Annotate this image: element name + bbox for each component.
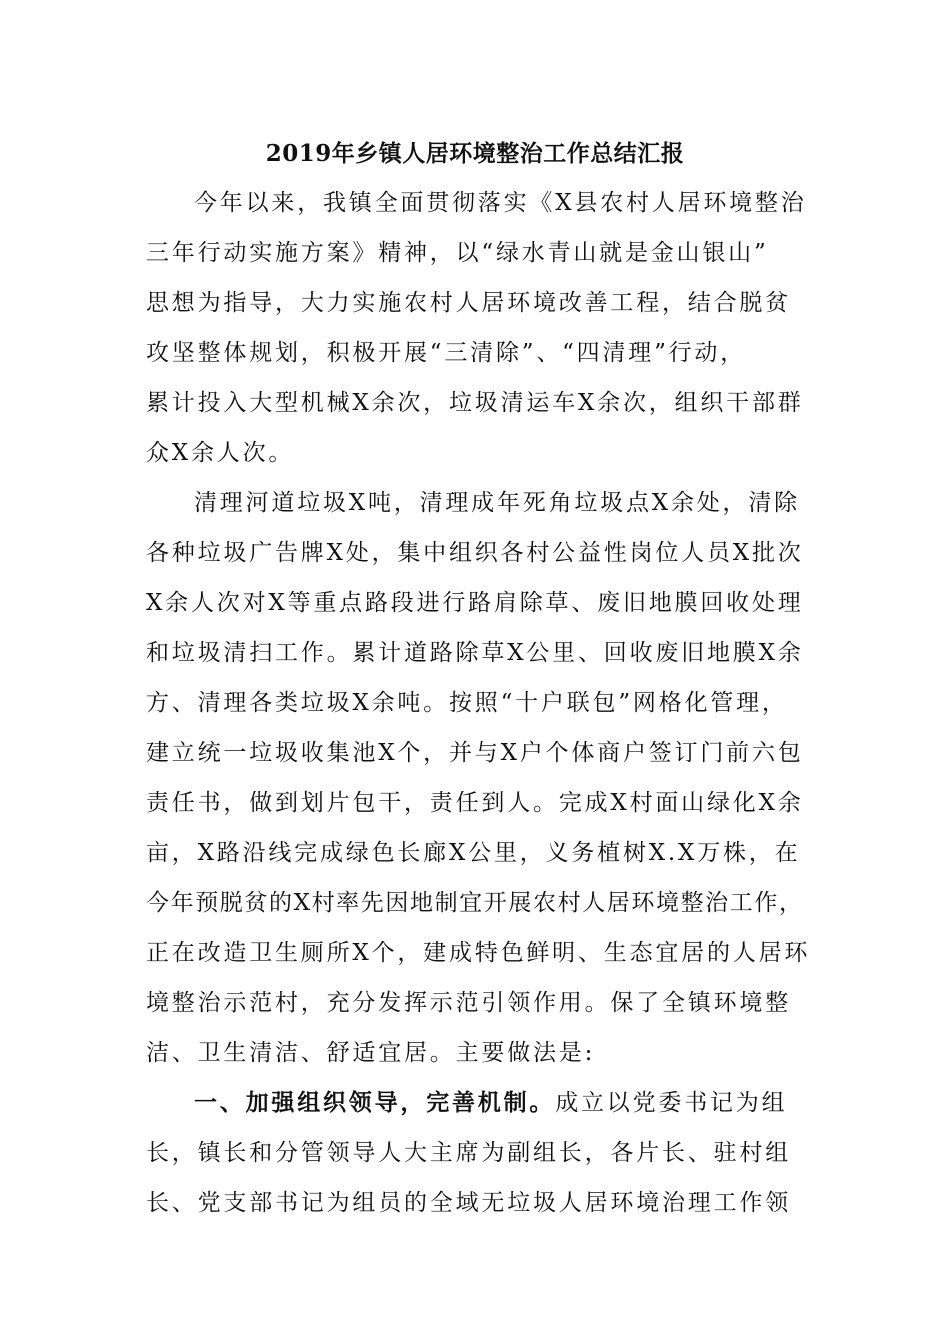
paragraph-2-line: 各种垃圾广告牌X处，集中组织各村公益性岗位人员X批次: [146, 540, 804, 566]
paragraph-2-line: 清理河道垃圾X吨，清理成年死角垃圾点X余处，清除: [194, 490, 800, 516]
section-1-first-line: [146, 1078, 826, 1128]
paragraph-2-line: 建立统一垃圾收集池X个，并与X户个体商户签订门前六包: [146, 740, 804, 766]
paragraph-2-line: 正在改造卫生厕所X个，建成特色鲜明、生态宜居的人居环: [146, 940, 811, 966]
paragraph-1-line: 众X余人次。: [146, 440, 295, 466]
paragraph-1-line: 思想为指导，大力实施农村人居环境改善工程，结合脱贫: [146, 290, 791, 316]
paragraph-1-line: 三年行动实施方案》精神，以“绿水青山就是金山银山”: [146, 240, 769, 266]
paragraph-2-line: 亩，X路沿线完成绿色长廊X公里，义务植树X.X万株，在: [146, 840, 801, 866]
paragraph-2-line: 方、清理各类垃圾X余吨。按照“十户联包”网格化管理，: [146, 690, 788, 716]
section-1-lead-text: 成立以党委书记为组: [555, 1090, 788, 1116]
paragraph-1-line: 攻坚整体规划，积极开展“三清除”、“四清理”行动，: [146, 340, 747, 366]
section-1-line: 长，镇长和分管领导人大主席为副组长，各片长、驻村组: [146, 1140, 791, 1166]
paragraph-2-line: 和垃圾清扫工作。累计道路除草X公里、回收废旧地膜X余: [146, 640, 804, 666]
paragraph-2-line: X余人次对X等重点路段进行路肩除草、废旧地膜回收处理: [146, 590, 804, 616]
paragraph-2-line: 今年预脱贫的X村率先因地制宜开展农村人居环境整治工作，: [146, 890, 804, 916]
section-1-heading: 一、加强组织领导，完善机制。: [194, 1089, 556, 1116]
section-1-line: 长、党支部书记为组员的全域无垃圾人居环境治理工作领: [146, 1190, 791, 1216]
document-body: [146, 178, 826, 1228]
paragraph-2-line: 洁、卫生清洁、舒适宜居。主要做法是:: [146, 1040, 596, 1066]
paragraph-1-line: 今年以来，我镇全面贯彻落实《X县农村人居环境整治: [194, 190, 807, 216]
paragraph-2-line: 境整治示范村，充分发挥示范引领作用。保了全镇环境整: [146, 990, 791, 1016]
paragraph-1-line: 累计投入大型机械X余次，垃圾清运车X余次，组织干部群: [146, 390, 804, 416]
document-title: 2019年乡镇人居环境整治工作总结汇报: [265, 140, 685, 167]
paragraph-2-line: 责任书，做到划片包干，责任到人。完成X村面山绿化X余: [146, 790, 804, 816]
